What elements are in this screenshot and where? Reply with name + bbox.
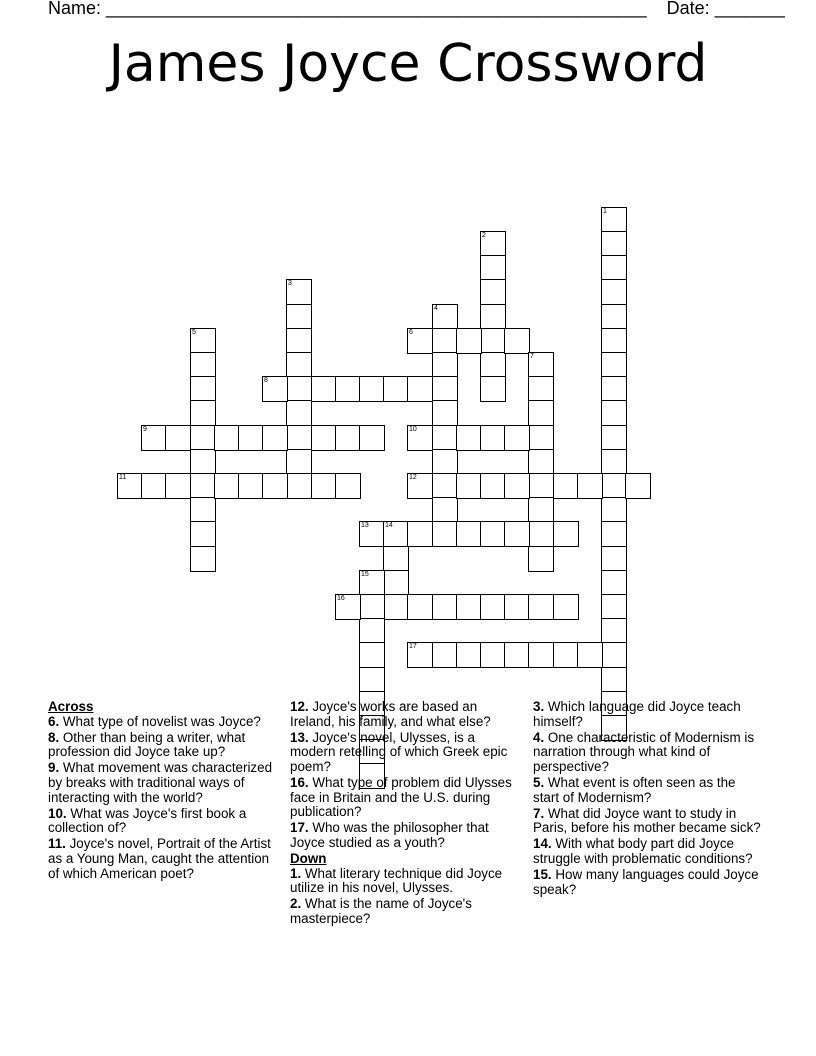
clue-number: 10	[409, 426, 417, 433]
grid-cell[interactable]	[601, 546, 627, 572]
grid-cell[interactable]	[262, 473, 288, 499]
grid-cell[interactable]	[165, 473, 191, 499]
grid-cell[interactable]	[553, 594, 579, 620]
clue-number: 14	[385, 522, 393, 529]
clue-number: 8	[264, 377, 268, 384]
grid-cell[interactable]	[432, 304, 458, 330]
grid-cell[interactable]	[311, 376, 337, 402]
grid-cell[interactable]	[286, 279, 312, 305]
grid-cell[interactable]	[359, 618, 385, 644]
grid-cell[interactable]	[528, 594, 554, 620]
grid-cell[interactable]	[335, 425, 361, 451]
grid-cell[interactable]	[528, 400, 554, 426]
grid-cell[interactable]	[601, 255, 627, 281]
clue-column-2	[290, 700, 522, 928]
clue-number-label: 2.	[290, 896, 302, 912]
clue-number: 4	[434, 305, 438, 312]
grid-cell[interactable]	[528, 521, 554, 547]
clue-number-label: 4.	[533, 729, 545, 745]
grid-cell[interactable]	[601, 570, 627, 596]
grid-cell[interactable]	[407, 376, 433, 402]
clue-number-label: 5.	[533, 774, 545, 790]
clue-item	[48, 715, 280, 730]
grid-cell[interactable]	[432, 497, 458, 523]
grid-cell[interactable]	[432, 473, 458, 499]
clue-text: Which language did Joyce teach himself?	[533, 699, 741, 729]
grid-cell[interactable]	[141, 473, 167, 499]
clue-number-label: 8.	[48, 729, 60, 745]
clue-number-label: 16.	[290, 774, 309, 790]
clue-number-label: 13.	[290, 729, 309, 745]
clue-item	[290, 700, 522, 729]
clue-item	[290, 776, 522, 820]
grid-cell[interactable]	[117, 473, 143, 499]
grid-cell[interactable]	[456, 473, 482, 499]
clue-item	[48, 761, 280, 805]
grid-cell[interactable]	[190, 425, 216, 451]
grid-cell[interactable]	[190, 352, 216, 378]
clue-text: What literary technique did Joyce utilize in his novel, Ulysses.	[290, 865, 503, 896]
grid-cell[interactable]	[286, 425, 312, 451]
grid-cell[interactable]	[190, 546, 216, 572]
grid-cell[interactable]	[601, 521, 627, 547]
grid-cell[interactable]	[601, 352, 627, 378]
grid-cell[interactable]	[141, 425, 167, 451]
grid-cell[interactable]	[456, 328, 482, 354]
clue-text: What type of problem did Ulysses face in Britain and the U.S. during publication?	[290, 774, 512, 820]
clue-item	[533, 700, 765, 729]
clue-number: 15	[361, 571, 369, 578]
grid-cell[interactable]	[407, 594, 433, 620]
grid-cell[interactable]	[601, 449, 627, 475]
clue-number-label: 9.	[48, 760, 60, 776]
grid-cell[interactable]	[480, 376, 506, 402]
clue-number: 11	[119, 474, 127, 481]
clue-number-label: 12.	[290, 699, 309, 714]
grid-cell[interactable]	[601, 473, 627, 499]
grid-cell[interactable]	[480, 231, 506, 257]
clue-text: What is the name of Joyce's masterpiece?	[290, 896, 472, 926]
across-heading: Across	[48, 699, 94, 714]
grid-cell[interactable]	[480, 594, 506, 620]
grid-cell[interactable]	[456, 594, 482, 620]
grid-cell[interactable]	[165, 425, 191, 451]
grid-cell[interactable]	[432, 400, 458, 426]
clue-item	[290, 821, 522, 850]
grid-cell[interactable]	[577, 642, 603, 668]
clue-item	[533, 837, 765, 866]
grid-cell[interactable]	[359, 376, 385, 402]
clue-item	[290, 731, 522, 775]
date-label: Date:	[666, 0, 710, 18]
clue-text: Other than being a writer, what profession did Joyce take up?	[48, 729, 246, 760]
grid-cell[interactable]	[601, 231, 627, 257]
grid-cell[interactable]	[359, 521, 385, 547]
clue-number: 3	[288, 280, 292, 287]
clue-column-1	[48, 700, 280, 883]
clue-number: 17	[409, 643, 417, 650]
grid-cell[interactable]	[407, 425, 433, 451]
clue-number-label: 14.	[533, 836, 552, 852]
grid-cell[interactable]	[504, 473, 530, 499]
clue-text: What was Joyce's first book a collection of?	[48, 805, 247, 836]
clue-number: 16	[337, 595, 345, 602]
grid-cell[interactable]	[432, 328, 458, 354]
grid-cell[interactable]	[190, 376, 216, 402]
grid-cell[interactable]	[480, 304, 506, 330]
grid-cell[interactable]	[480, 352, 506, 378]
grid-cell[interactable]	[190, 400, 216, 426]
page-title: James Joyce Crossword	[108, 34, 708, 94]
grid-cell[interactable]	[601, 642, 627, 668]
grid-cell[interactable]	[383, 521, 409, 547]
grid-cell[interactable]	[480, 328, 506, 354]
grid-cell[interactable]	[262, 425, 288, 451]
grid-cell[interactable]	[432, 376, 458, 402]
clue-item	[533, 776, 765, 805]
grid-cell[interactable]	[601, 376, 627, 402]
grid-cell[interactable]	[383, 594, 409, 620]
grid-cell[interactable]	[504, 594, 530, 620]
clue-item	[48, 731, 280, 760]
clue-number-label: 10.	[48, 805, 67, 821]
clue-text: How many languages could Joyce speak?	[533, 867, 759, 897]
grid-cell[interactable]	[601, 207, 627, 233]
grid-cell[interactable]	[432, 642, 458, 668]
clue-text: Joyce's novel, Ulysses, is a modern retelling of which Greek epic poem?	[290, 729, 508, 774]
clue-text: Joyce's novel, Portrait of the Artist as a Young Man, caught the attention of which American poet?	[48, 836, 271, 881]
grid-cell[interactable]	[601, 497, 627, 523]
grid-cell[interactable]	[238, 425, 264, 451]
grid-cell[interactable]	[528, 546, 554, 572]
grid-cell[interactable]	[528, 449, 554, 475]
grid-cell[interactable]	[190, 328, 216, 354]
grid-cell[interactable]	[601, 425, 627, 451]
grid-cell[interactable]	[601, 400, 627, 426]
grid-cell[interactable]	[335, 376, 361, 402]
grid-cell[interactable]	[625, 473, 651, 499]
grid-cell[interactable]	[553, 642, 579, 668]
grid-cell[interactable]	[383, 546, 409, 572]
grid-cell[interactable]	[190, 521, 216, 547]
clue-number: 6	[409, 329, 413, 336]
grid-cell[interactable]	[359, 667, 385, 693]
grid-cell[interactable]	[286, 449, 312, 475]
grid-cell[interactable]	[456, 425, 482, 451]
grid-cell[interactable]	[432, 425, 458, 451]
grid-cell[interactable]	[286, 304, 312, 330]
grid-cell[interactable]	[577, 473, 603, 499]
grid-cell[interactable]	[601, 594, 627, 620]
clue-text: Who was the philosopher that Joyce studied as a youth?	[290, 820, 489, 850]
clue-number-label: 3.	[533, 699, 545, 714]
grid-cell[interactable]	[601, 618, 627, 644]
clue-number: 7	[530, 353, 534, 360]
grid-cell[interactable]	[528, 473, 554, 499]
grid-cell[interactable]	[601, 667, 627, 693]
grid-cell[interactable]	[286, 473, 312, 499]
grid-cell[interactable]	[286, 400, 312, 426]
grid-cell[interactable]	[214, 425, 240, 451]
clue-number-label: 17.	[290, 820, 309, 836]
grid-cell[interactable]	[528, 425, 554, 451]
clue-item	[290, 897, 522, 926]
clue-item	[290, 867, 522, 896]
grid-cell[interactable]	[190, 497, 216, 523]
grid-cell[interactable]	[238, 473, 264, 499]
grid-cell[interactable]	[407, 473, 433, 499]
clue-text: What event is often seen as the start of Modernism?	[533, 774, 736, 805]
grid-cell[interactable]	[480, 279, 506, 305]
clue-item	[48, 807, 280, 836]
clue-number: 1	[603, 208, 607, 215]
grid-cell[interactable]	[214, 473, 240, 499]
grid-cell[interactable]	[359, 642, 385, 668]
grid-cell[interactable]	[480, 521, 506, 547]
grid-cell[interactable]	[359, 425, 385, 451]
clue-item	[533, 731, 765, 775]
grid-cell[interactable]	[190, 449, 216, 475]
grid-cell[interactable]	[335, 473, 361, 499]
grid-cell[interactable]	[480, 255, 506, 281]
clue-number: 12	[409, 474, 417, 481]
grid-cell[interactable]	[480, 473, 506, 499]
grid-cell[interactable]	[359, 570, 385, 596]
grid-cell[interactable]	[432, 352, 458, 378]
down-heading: Down	[290, 850, 327, 866]
clue-number-label: 1.	[290, 865, 302, 881]
clue-number-label: 7.	[533, 805, 545, 821]
grid-cell[interactable]	[407, 521, 433, 547]
clue-number: 9	[143, 426, 147, 433]
grid-cell[interactable]	[528, 352, 554, 378]
grid-cell[interactable]	[311, 425, 337, 451]
grid-cell[interactable]	[504, 642, 530, 668]
grid-cell[interactable]	[432, 594, 458, 620]
clue-text: Joyce's works are based an Ireland, his family, and what else?	[290, 699, 491, 729]
grid-cell[interactable]	[456, 521, 482, 547]
clue-number-label: 6.	[48, 713, 60, 729]
date-field[interactable]: _______	[714, 0, 785, 18]
grid-cell[interactable]	[383, 570, 409, 596]
grid-cell[interactable]	[528, 642, 554, 668]
clue-item	[48, 837, 280, 881]
grid-cell[interactable]	[528, 497, 554, 523]
grid-cell[interactable]	[601, 279, 627, 305]
grid-cell[interactable]	[262, 376, 288, 402]
grid-cell[interactable]	[504, 521, 530, 547]
clue-number-label: 11.	[48, 836, 66, 852]
clue-item	[533, 868, 765, 897]
grid-cell[interactable]	[383, 376, 409, 402]
grid-cell[interactable]	[553, 521, 579, 547]
name-label: Name:	[48, 0, 102, 18]
grid-cell[interactable]	[480, 642, 506, 668]
grid-cell[interactable]	[432, 521, 458, 547]
clue-number: 5	[192, 329, 196, 336]
grid-cell[interactable]	[504, 425, 530, 451]
grid-cell[interactable]	[456, 642, 482, 668]
grid-cell[interactable]	[407, 642, 433, 668]
grid-cell[interactable]	[480, 425, 506, 451]
grid-cell[interactable]	[528, 376, 554, 402]
clue-number-label: 15.	[533, 867, 552, 883]
grid-cell[interactable]	[407, 328, 433, 354]
clue-column-3	[533, 700, 765, 899]
grid-cell[interactable]	[286, 328, 312, 354]
grid-cell[interactable]	[601, 328, 627, 354]
name-field[interactable]: ______________________________________________________	[106, 0, 647, 18]
clue-text: What movement was characterized by breaks with traditional ways of interacting with the world?	[48, 760, 273, 805]
clue-number: 13	[361, 522, 369, 529]
grid-cell[interactable]	[190, 473, 216, 499]
clue-item	[533, 807, 765, 836]
grid-cell[interactable]	[601, 304, 627, 330]
grid-cell[interactable]	[553, 473, 579, 499]
grid-cell[interactable]	[335, 594, 361, 620]
grid-cell[interactable]	[286, 352, 312, 378]
clue-text: What type of novelist was Joyce?	[59, 713, 261, 729]
clue-text: With what body part did Joyce struggle with problematic conditions?	[533, 836, 753, 866]
grid-cell[interactable]	[286, 376, 312, 402]
clue-text: What did Joyce want to study in Paris, before his mother became sick?	[533, 805, 761, 836]
grid-cell[interactable]	[359, 594, 385, 620]
clue-text: One characteristic of Modernism is narration through what kind of perspective?	[533, 729, 755, 774]
clue-number: 2	[482, 232, 486, 239]
grid-cell[interactable]	[311, 473, 337, 499]
grid-cell[interactable]	[504, 328, 530, 354]
grid-cell[interactable]	[432, 449, 458, 475]
